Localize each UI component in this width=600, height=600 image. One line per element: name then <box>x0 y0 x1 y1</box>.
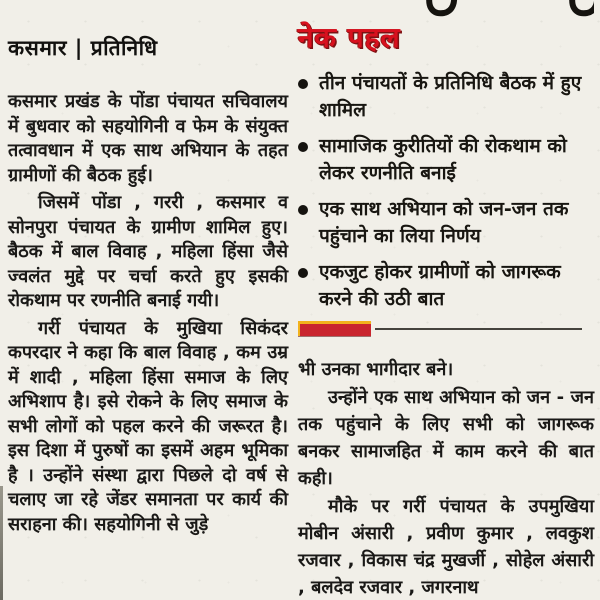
red-divider-bar <box>298 321 371 336</box>
divider-rule <box>375 328 582 330</box>
list-item <box>298 70 594 124</box>
bullet-icon <box>298 79 308 89</box>
list-item <box>298 259 594 313</box>
scan-edge-artifact <box>0 486 3 600</box>
bullet-icon <box>298 205 308 215</box>
highlight-bullet-list <box>298 70 594 313</box>
list-item <box>298 196 594 250</box>
article-paragraph: उन्होंने एक साथ अभियान को जन - जन तक पहुंचाने के लिए सभी को जागरूक बनकर सामाजहित में काम करने की बात कही। <box>298 387 594 489</box>
bullet-icon <box>298 142 308 152</box>
bullet-text: एक साथ अभियान को जन-जन तक पहुंचाने का लिया निर्णय <box>319 198 569 247</box>
article-paragraph: भी उनका भागीदार बने। <box>298 359 454 380</box>
section-divider <box>298 321 582 336</box>
article-left-column <box>8 34 288 540</box>
list-item <box>298 133 594 187</box>
article-right-column <box>298 0 594 600</box>
article-paragraph: मौके पर गर्री पंचायत के उपमुखिया मोबीन अंसारी , प्रवीण कुमार , लवकुश रजवार , विकास चंद्र मुखर्जी , सोहेल अंसारी , बलदेव रजवार , जगरनाथ <box>298 496 594 598</box>
bullet-icon <box>298 268 308 278</box>
article-right-body <box>298 356 594 600</box>
bullet-text: सामाजिक कुरीतियों की रोकथाम को लेकर रणनीति बनाई <box>319 135 567 184</box>
article-paragraph: गर्री पंचायत के मुखिया सिकंदर कपरदार ने कहा कि बाल विवाह , कम उम्र में शादी , महिला हिंसा समाज के लिए अभिशाप है। इसे रोकने के लिए समाज के सभी लोगों को पहल करने की जरूरत है। इस दिशा में पुरुषों का इसमें अहम भूमिका है । उन्होंने संस्था द्वारा पिछले दो वर्ष से चलाए जा रहे जेंडर समानता पर कार्य की सराहना की। सहयोगिनी से जुड़े <box>8 317 288 535</box>
article-paragraph: कसमार प्रखंड के पोंडा पंचायत सचिवालय में बुधवार को सहयोगिनी व फेम के संयुक्त तत्वावधान में एक साथ अभियान के तहत ग्रामीणों की बैठक हुई। <box>8 91 288 186</box>
cropped-headline-glyph <box>298 0 594 18</box>
byline: कसमार | प्रतिनिधि <box>8 36 158 60</box>
highlight-title: नेक पहल <box>298 21 401 54</box>
bullet-text: तीन पंचायतों के प्रतिनिधि बैठक में हुए शामिल <box>319 72 582 121</box>
bullet-text: एकजुट होकर ग्रामीणों को जागरूक करने की उठी बात <box>319 261 561 310</box>
article-paragraph: जिसमें पोंडा , गररी , कसमार व सोनपुरा पंचायत के ग्रामीण शामिल हुए। बैठक में बाल विवाह , महिला हिंसा जैसे ज्वलंत मुद्दे पर चर्चा करते हुए इसकी रोकथाम पर रणनीति बनाई गयी। <box>8 192 288 311</box>
